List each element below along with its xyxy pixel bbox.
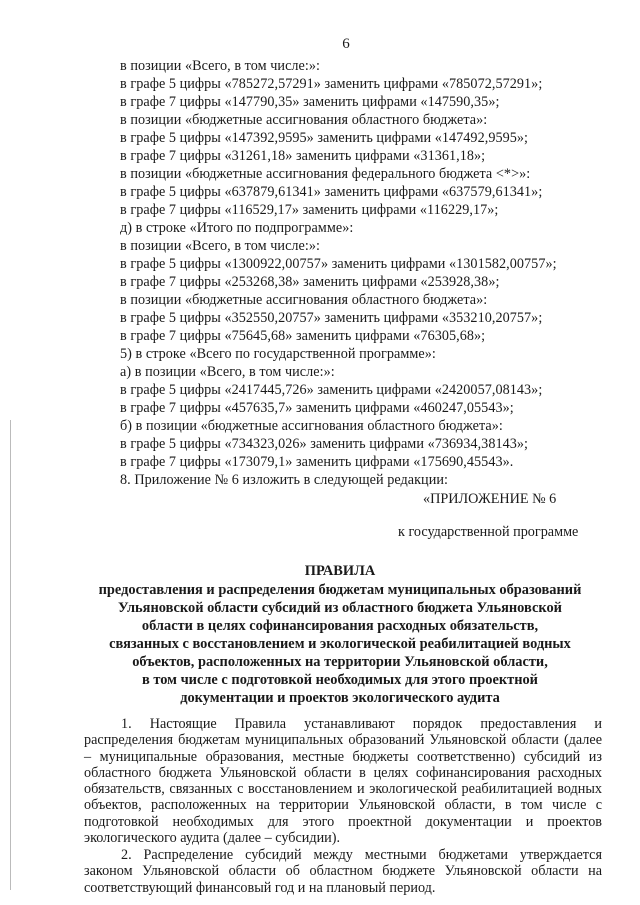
amend-line: в графе 7 цифры «116529,17» заменить цифрами «116229,17»; xyxy=(120,202,499,218)
amend-line: в графе 7 цифры «31261,18» заменить цифрами «31361,18»; xyxy=(120,148,486,164)
paragraph-2 xyxy=(84,847,602,896)
amend-line: 8. Приложение № 6 изложить в следующей редакции: xyxy=(120,472,448,488)
amend-line: а) в позиции «Всего, в том числе:»: xyxy=(120,364,335,380)
amend-line: в позиции «Всего, в том числе:»: xyxy=(120,238,321,254)
amend-line: в графе 7 цифры «75645,68» заменить цифрами «76305,68»; xyxy=(120,328,486,344)
amend-line: в графе 5 цифры «734323,026» заменить цифрами «736934,38143»; xyxy=(120,436,529,452)
amend-line: в графе 5 цифры «352550,20757» заменить цифрами «353210,20757»; xyxy=(120,310,543,326)
paragraph-1 xyxy=(84,716,602,846)
paragraph-2-text: 2. Распределение субсидий между местными бюджетами утверждается законом Ульяновской области об областном бюджете Ульяновской области на соответствующий финансовый год и на плановый период. xyxy=(84,847,602,896)
amend-line: в графе 5 цифры «637879,61341» заменить цифрами «637579,61341»; xyxy=(120,184,543,200)
amend-line: в позиции «бюджетные ассигнования областного бюджета»: xyxy=(120,112,488,128)
amend-line: б) в позиции «бюджетные ассигнования областного бюджета»: xyxy=(120,418,503,434)
rules-title-line: связанных с восстановлением и экологической реабилитацией водных xyxy=(109,636,571,652)
rules-title-line: Ульяновской области субсидий из областного бюджета Ульяновской xyxy=(118,600,562,616)
rules-heading: ПРАВИЛА xyxy=(304,563,376,579)
rules-title-line: документации и проектов экологического аудита xyxy=(180,690,500,706)
rules-title-line: предоставления и распределения бюджетам муниципальных образований xyxy=(98,582,582,598)
amend-line: в графе 5 цифры «785272,57291» заменить цифрами «785072,57291»; xyxy=(120,76,543,92)
amend-line: в графе 5 цифры «1300922,00757» заменить цифрами «1301582,00757»; xyxy=(120,256,557,272)
amend-line: 5) в строке «Всего по государственной программе»: xyxy=(120,346,436,362)
paragraph-1-text: 1. Настоящие Правила устанавливают порядок предоставления и распределения бюджетам муниципальных образований Ульяновской области (далее – муниципальные образования, местные бюджеты соответственно) субсидий из областного бюджета Ульяновской области в целях софинансирования расходных обязательств, связанных с восстановлением и экологической реабилитацией водных объектов, расположенных на территории Ульяновской области, в том числе с подготовкой необходимых для этого проектной документации и проектов экологического аудита (далее – субсидии). xyxy=(84,716,602,847)
amend-line: в графе 7 цифры «147790,35» заменить цифрами «147590,35»; xyxy=(120,94,500,110)
rules-title-line: в том числе с подготовкой необходимых для этого проектной xyxy=(142,672,538,688)
amend-line: в графе 7 цифры «173079,1» заменить цифрами «175690,45543». xyxy=(120,454,514,470)
amend-line: в позиции «Всего, в том числе:»: xyxy=(120,58,321,74)
amend-line: в графе 5 цифры «147392,9595» заменить цифрами «147492,9595»; xyxy=(120,130,529,146)
rules-title-line: объектов, расположенных на территории Ульяновской области, xyxy=(132,654,548,670)
amend-line: в позиции «бюджетные ассигнования областного бюджета»: xyxy=(120,292,488,308)
page-number: 6 xyxy=(342,36,350,52)
amend-line: в графе 7 цифры «253268,38» заменить цифрами «253928,38»; xyxy=(120,274,500,290)
appendix-subtitle: к государственной программе xyxy=(398,524,579,540)
amend-line: в графе 7 цифры «457635,7» заменить цифрами «460247,05543»; xyxy=(120,400,514,416)
amend-line: д) в строке «Итого по подпрограмме»: xyxy=(120,220,354,236)
amend-line: в графе 5 цифры «2417445,726» заменить цифрами «2420057,08143»; xyxy=(120,382,543,398)
appendix-label: «ПРИЛОЖЕНИЕ № 6 xyxy=(423,491,557,507)
amend-line: в позиции «бюджетные ассигнования федерального бюджета <*>»: xyxy=(120,166,531,182)
rules-title-line: области в целях софинансирования расходных обязательств, xyxy=(141,618,539,634)
